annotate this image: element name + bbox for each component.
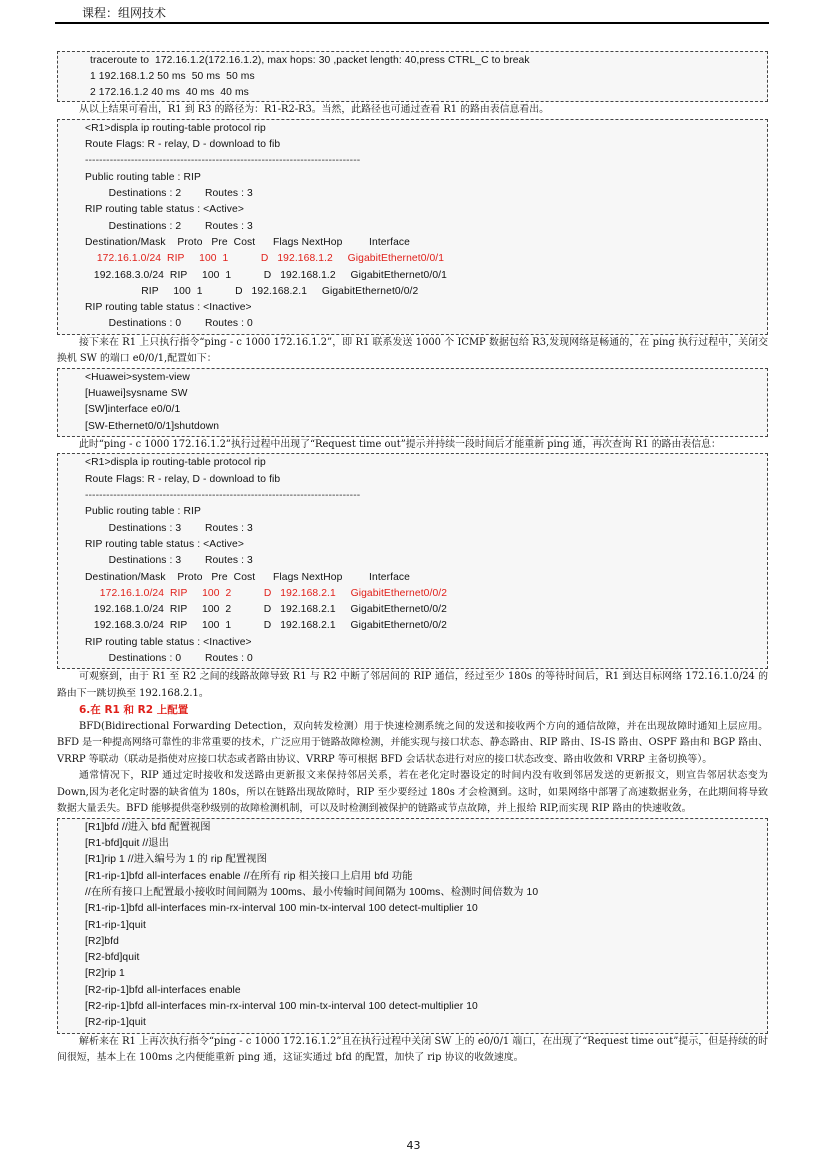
code-line: //在所有接口上配置最小接收时间间隔为 100ms、最小传输时间间隔为 100ms、检测时间倍数为 10 xyxy=(85,886,539,898)
code-line: Destinations : 2 Routes : 3 xyxy=(85,188,253,200)
code-line: [R1-rip-1]bfd all-interfaces min-rx-interval 100 min-tx-interval 100 detect-multiplier 10 xyxy=(85,903,478,915)
code-line: [R2-bfd]quit xyxy=(85,952,140,964)
code-line: RIP routing table status : <Inactive> xyxy=(85,302,252,314)
table-row-highlighted: 172.16.1.0/24 RIP 100 2 D 192.168.2.1 GigabitEthernet0/0/2 xyxy=(85,587,448,599)
code-line: [R2]bfd xyxy=(85,935,119,947)
paragraph: 可观察到，由于 R1 至 R2 之间的线路故障导致 R1 与 R2 中断了邻居间的 RIP 通信，经过至少 180s 的等待时间后，R1 到达目标网络 172.16.1.0/24 的路由下一跳切换至 192.168.2.1。 xyxy=(57,671,768,699)
code-line: <R1>displa ip routing-table protocol rip xyxy=(85,457,266,469)
code-line: [R1-rip-1]quit xyxy=(85,919,146,931)
code-line: Public routing table : RIP xyxy=(85,171,201,183)
code-line: RIP routing table status : <Active> xyxy=(85,204,244,216)
code-line: Destinations : 0 Routes : 0 xyxy=(85,653,253,664)
paragraph: 通常情况下，RIP 通过定时接收和发送路由更新报文来保持邻居关系，若在老化定时器设定的时间内没有收到邻居发送的更新报文，则宣告邻居状态变为 Down,因为老化定时器的缺省值为 180s，所以在链路出现故障时，RIP 至少要经过 180s 才会检测到。这时，如果网络中部署了高速数据业务，在此期间将导致数据大量丢失。BFD 能够提供毫秒级别的故障检测机制，可以及时检测到被保护的链路或节点故障，并上报给 RIP,而实现 RIP 路由的快速收敛。 xyxy=(57,770,768,815)
paragraph: 从以上结果可看出，R1 到 R3 的路径为：R1-R2-R3。当然，此路径也可通过查看 R1 的路由表信息看出。 xyxy=(79,104,550,116)
code-line: [R2-rip-1]bfd all-interfaces enable xyxy=(85,984,241,996)
section-heading: 6.在 R1 和 R2 上配置 xyxy=(79,704,189,717)
code-line: Public routing table : RIP xyxy=(85,506,201,518)
code-line: [R1]bfd //进入 bfd 配置视图 xyxy=(85,821,211,833)
code-line: [Huawei]sysname SW xyxy=(85,388,188,400)
traceroute-output xyxy=(57,51,768,102)
code-line: Destinations : 0 Routes : 0 xyxy=(85,318,253,330)
code-line: <Huawei>system-view xyxy=(85,371,190,383)
routing-table-1 xyxy=(57,119,768,335)
table-row: RIP 100 1 D 192.168.2.1 GigabitEthernet0/0/2 xyxy=(85,285,419,297)
separator-line: ------------------------------------------------------------------------------ xyxy=(85,490,361,502)
page-number: 43 xyxy=(406,1139,421,1152)
code-line: [R2-rip-1]quit xyxy=(85,1017,146,1029)
table-row: 192.168.3.0/24 RIP 100 1 D 192.168.2.1 GigabitEthernet0/0/2 xyxy=(85,620,447,632)
code-line: Destinations : 2 Routes : 3 xyxy=(85,220,253,232)
code-line: Destinations : 3 Routes : 3 xyxy=(85,555,253,567)
separator-line: ------------------------------------------------------------------------------ xyxy=(85,155,361,167)
code-line: 2 172.16.1.2 40 ms 40 ms 40 ms xyxy=(90,86,249,98)
paragraph: 接下来在 R1 上只执行指令“ping - c 1000 172.16.1.2”，即 R1 联系发送 1000 个 ICMP 数据包给 R3,发现网络是畅通的，在 ping 执行过程中，关闭交换机 SW 的端口 e0/0/1,配置如下： xyxy=(57,336,768,365)
paragraph: 解析来在 R1 上再次执行指令“ping - c 1000 172.16.1.2”且在执行过程中关闭 SW 上的 e0/0/1 端口，在出现了“Request time out”提示，但是持续的时间很短，基本上在 100ms 之内便能重新 ping 通，这证实通过 bfd 的配置，加快了 rip 协议的收敛速度。 xyxy=(57,1035,768,1064)
header-rule xyxy=(55,22,769,24)
paragraph: BFD(Bidirectional Forwarding Detection，双向转发检测）用于快速检测系统之间的发送和接收两个方向的通信故障，并在出现故障时通知上层应用。BFD 是一种提高网络可靠性的非常重要的技术，广泛应用于链路故障检测，并能实现与接口状态、静态路由、RIP 路由、IS-IS 路由、OSPF 路由和 BGP 路由、VRRP 等联动（联动是指使对应接口状态或者路由协议、VRRP 等可根据 BFD 会话状态进行对应的接口状态改变、路由收敛和 VRRP 主备切换等）。 xyxy=(57,720,768,765)
code-line: [R1]rip 1 //进入编号为 1 的 rip 配置视图 xyxy=(85,854,268,866)
switch-config xyxy=(57,368,768,437)
table-row-highlighted: 172.16.1.0/24 RIP 100 1 D 192.168.1.2 GigabitEthernet0/0/1 xyxy=(85,253,445,265)
code-line: RIP routing table status : <Active> xyxy=(85,538,244,550)
table-row: 192.168.3.0/24 RIP 100 1 D 192.168.1.2 GigabitEthernet0/0/1 xyxy=(85,269,447,281)
table-header: Destination/Mask Proto Pre Cost Flags NextHop Interface xyxy=(85,571,411,583)
routing-table-2 xyxy=(57,453,768,669)
table-row: 192.168.1.0/24 RIP 100 2 D 192.168.2.1 GigabitEthernet0/0/2 xyxy=(85,604,447,616)
code-line: Destinations : 3 Routes : 3 xyxy=(85,522,253,534)
bfd-config xyxy=(57,818,768,1034)
table-header: Destination/Mask Proto Pre Cost Flags NextHop Interface xyxy=(85,236,411,248)
code-line: 1 192.168.1.2 50 ms 50 ms 50 ms xyxy=(90,70,255,82)
code-line: Route Flags: R - relay, D - download to fib xyxy=(85,139,281,151)
code-line: [R1-bfd]quit //退出 xyxy=(85,838,170,850)
code-line: RIP routing table status : <Inactive> xyxy=(85,636,252,648)
code-line: [R1-rip-1]bfd all-interfaces enable //在所有 rip 相关接口上启用 bfd 功能 xyxy=(85,870,413,882)
code-line: [SW-Ethernet0/0/1]shutdown xyxy=(85,420,220,432)
paragraph: 此时“ping - c 1000 172.16.1.2”执行过程中出现了“Request time out”提示并持续一段时间后才能重新 ping 通，再次查询 R1 的路由表信息： xyxy=(79,438,721,450)
course-header: 课程：组网技术 xyxy=(82,6,167,20)
code-line: traceroute to 172.16.1.2(172.16.1.2), max hops: 30 ,packet length: 40,press CTRL_C to break xyxy=(90,55,530,66)
code-line: <R1>displa ip routing-table protocol rip xyxy=(85,122,266,134)
code-line: [R2]rip 1 xyxy=(85,968,125,980)
page-body xyxy=(57,51,768,1067)
code-line: Route Flags: R - relay, D - download to fib xyxy=(85,473,281,485)
code-line: [R2-rip-1]bfd all-interfaces min-rx-interval 100 min-tx-interval 100 detect-multiplier 10 xyxy=(85,1001,478,1013)
code-line: [SW]interface e0/0/1 xyxy=(85,404,181,416)
